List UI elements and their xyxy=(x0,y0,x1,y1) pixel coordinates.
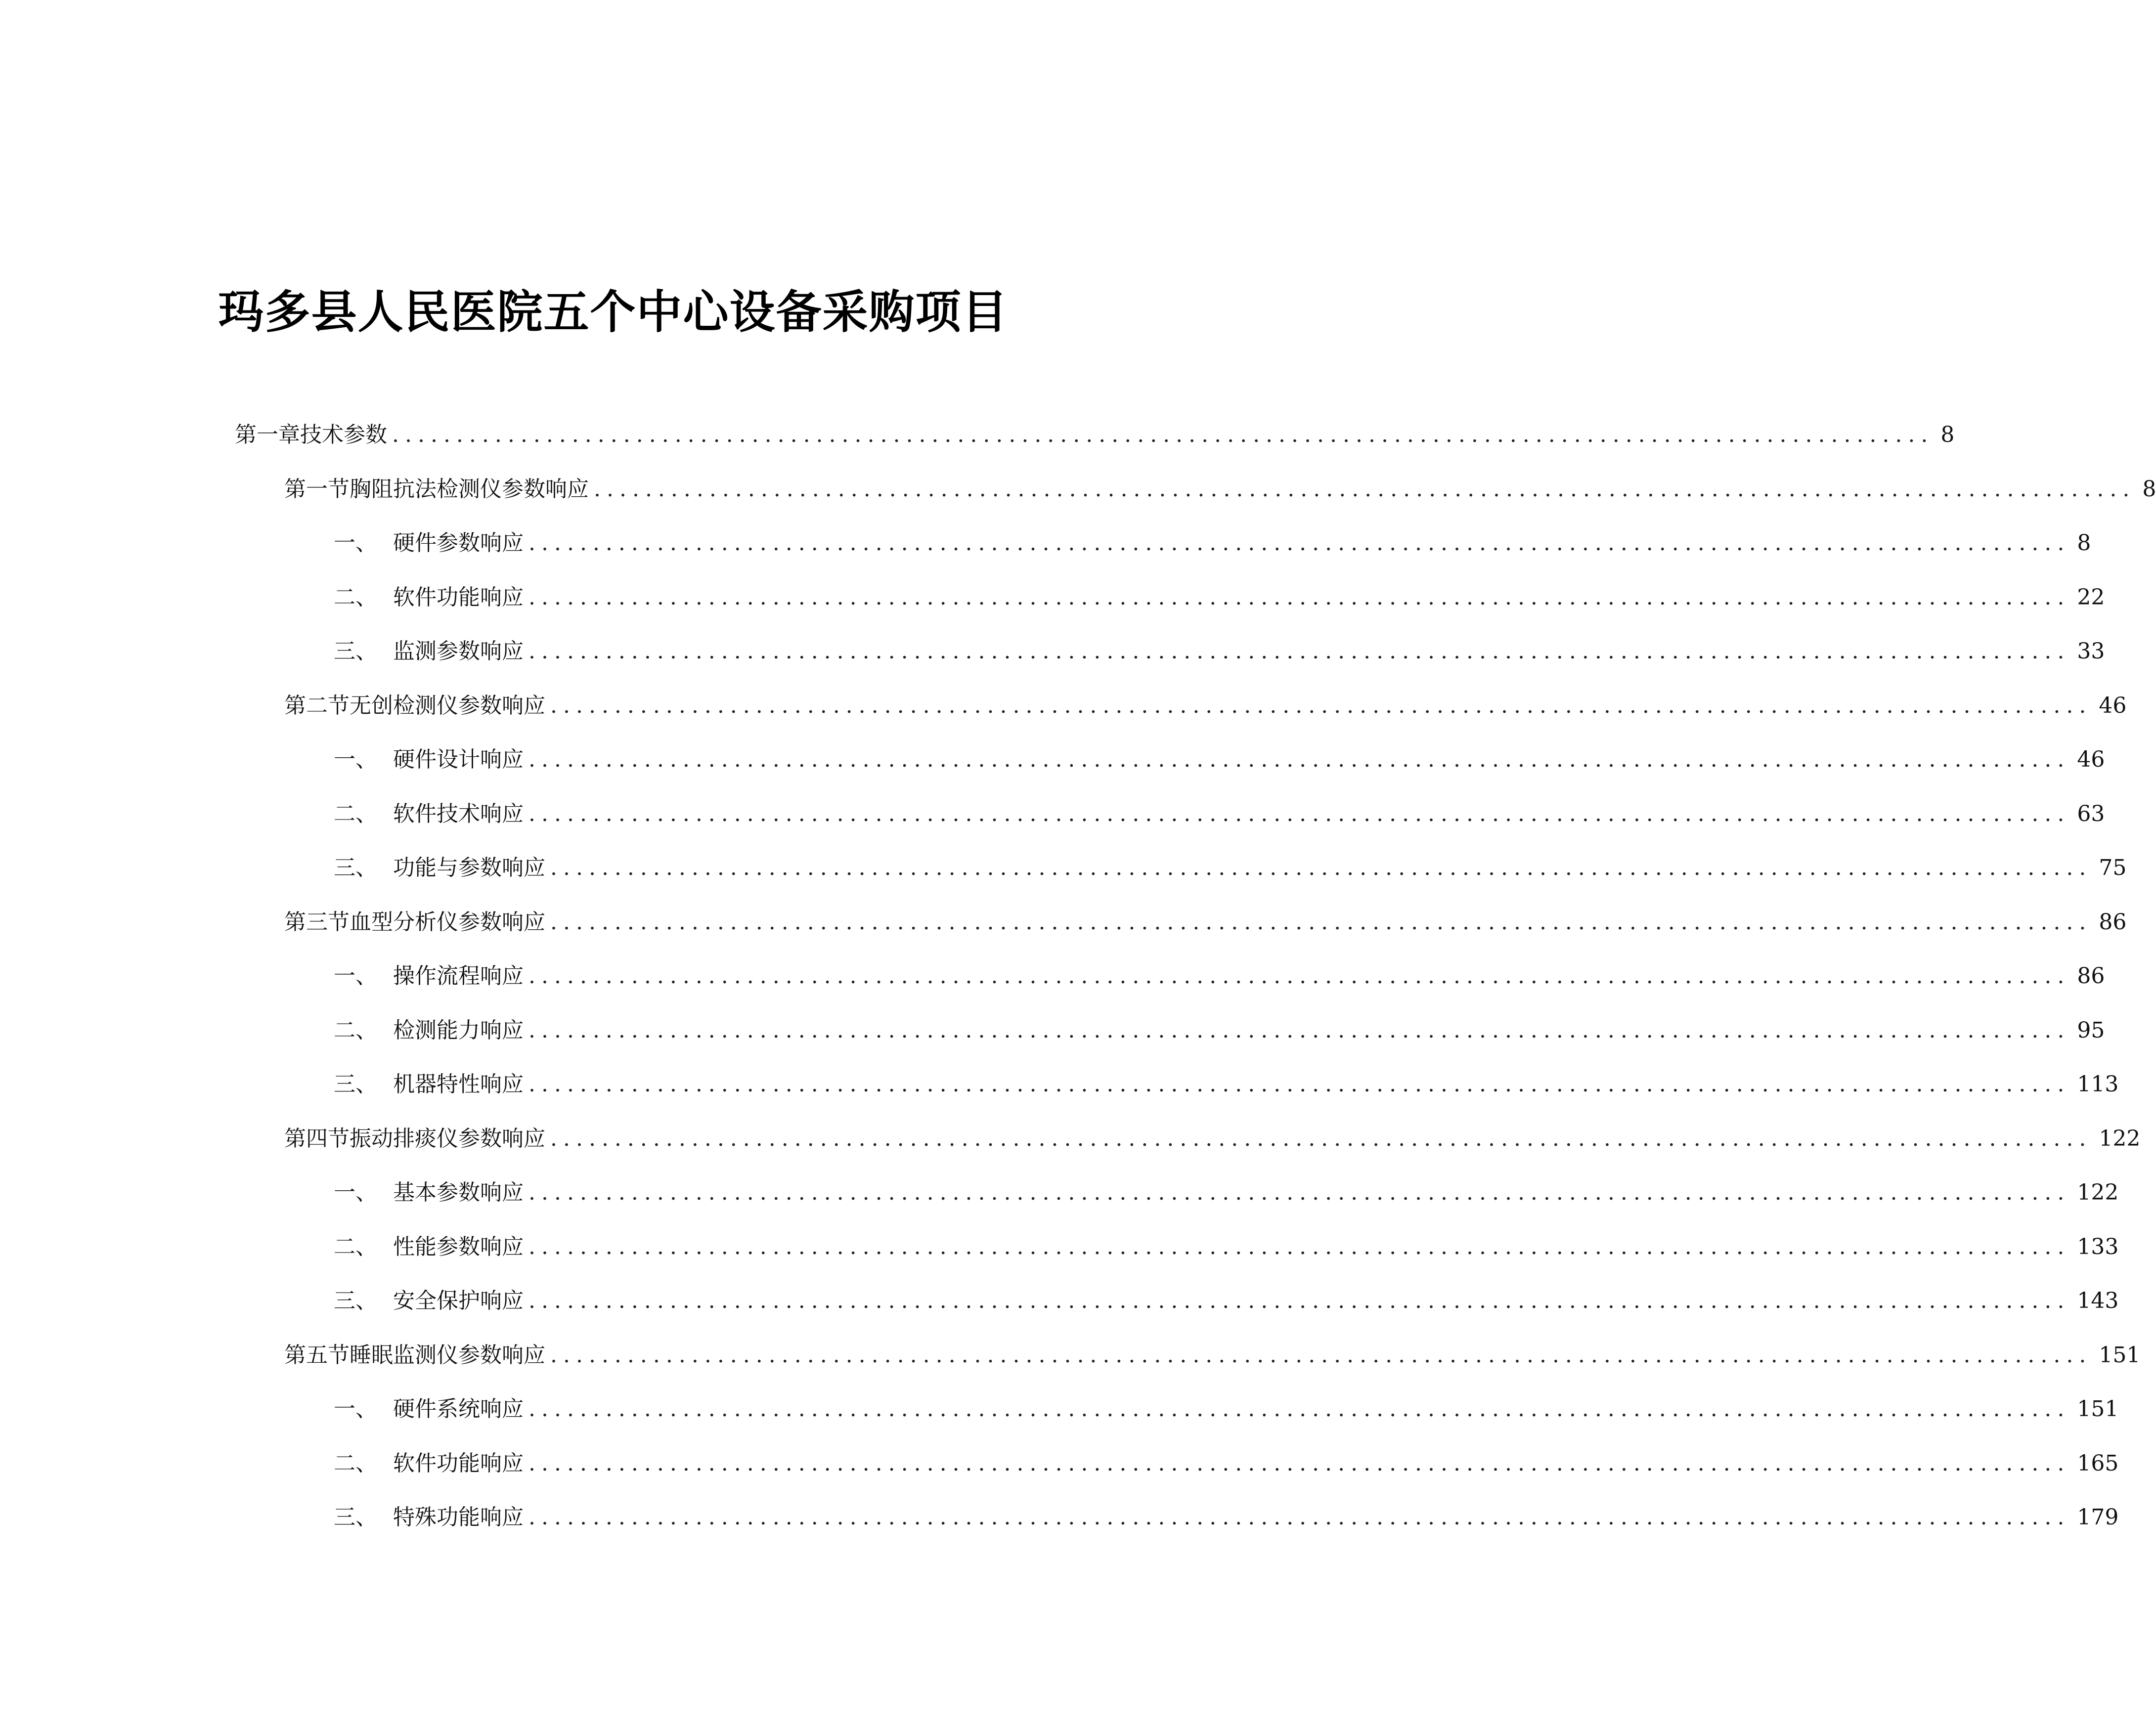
toc-entry-page-number: 22 xyxy=(2077,584,2105,610)
toc-entry-number: 一、 xyxy=(334,747,377,772)
toc-entry-number: 二、 xyxy=(334,1450,377,1476)
toc-entry[interactable] xyxy=(284,1122,2141,1156)
toc-leader-dots: ........................................................................................................................ xyxy=(528,801,2070,826)
toc-entry[interactable] xyxy=(334,1067,2119,1102)
toc-entry-page-number: 86 xyxy=(2077,963,2105,989)
toc-entry-number: 一、 xyxy=(334,530,377,556)
toc-entry-number: 第四节 xyxy=(284,1126,350,1151)
toc-entry-number: 三、 xyxy=(334,1505,377,1530)
toc-entry[interactable] xyxy=(334,634,2105,669)
toc-entry[interactable] xyxy=(334,797,2105,831)
toc-leader-dots: ........................................................................................................................ xyxy=(528,1072,2070,1097)
toc-leader-dots: ........................................................................................................................ xyxy=(528,1180,2070,1205)
toc-entry[interactable] xyxy=(334,742,2105,777)
toc-entry[interactable] xyxy=(334,1013,2105,1048)
toc-leader-dots: ........................................................................................................................ xyxy=(550,855,2092,880)
toc-entry-number: 三、 xyxy=(334,639,377,664)
toc-entry[interactable] xyxy=(334,580,2105,615)
toc-entry[interactable] xyxy=(284,905,2127,940)
toc-entry-title: 安全保护响应 xyxy=(393,1288,524,1313)
toc-entry[interactable] xyxy=(334,851,2127,885)
toc-entry-title: 血型分析仪参数响应 xyxy=(350,909,545,935)
toc-entry-page-number: 122 xyxy=(2077,1180,2119,1205)
toc-entry-title: 硬件参数响应 xyxy=(393,530,524,556)
toc-entry-number: 二、 xyxy=(334,1234,377,1259)
toc-entry[interactable] xyxy=(334,1175,2119,1210)
toc-entry-title: 振动排痰仪参数响应 xyxy=(350,1126,545,1151)
toc-entry-number: 二、 xyxy=(334,801,377,826)
toc-entry[interactable] xyxy=(334,959,2105,994)
toc-entry-page-number: 165 xyxy=(2077,1450,2119,1476)
toc-entry[interactable] xyxy=(334,1446,2119,1481)
toc-leader-dots: ........................................................................................................................ xyxy=(528,1396,2070,1422)
toc-entry[interactable] xyxy=(284,472,2156,507)
toc-entry-page-number: 8 xyxy=(1940,422,1955,447)
toc-entry-page-number: 63 xyxy=(2077,801,2105,826)
toc-leader-dots: ........................................................................................................................ xyxy=(528,1450,2070,1476)
toc-entry-number: 一、 xyxy=(334,1396,377,1422)
toc-entry-title: 监测参数响应 xyxy=(393,639,524,664)
toc-entry-page-number: 151 xyxy=(2077,1396,2119,1422)
toc-entry-title: 机器特性响应 xyxy=(393,1072,524,1097)
toc-entry-page-number: 113 xyxy=(2077,1072,2119,1097)
document-title: 玛多县人民医院五个中心设备采购项目 xyxy=(218,285,1009,339)
toc-entry-number: 二、 xyxy=(334,1017,377,1043)
toc-entry-number: 一、 xyxy=(334,963,377,989)
toc-entry-number: 一、 xyxy=(334,1180,377,1205)
toc-entry-page-number: 8 xyxy=(2077,530,2091,556)
toc-entry-number: 三、 xyxy=(334,1072,377,1097)
toc-entry-title: 无创检测仪参数响应 xyxy=(350,693,545,718)
toc-entry-number: 第五节 xyxy=(284,1342,350,1368)
toc-leader-dots: ........................................................................................................................ xyxy=(528,1234,2070,1259)
toc-entry-number: 第三节 xyxy=(284,909,350,935)
toc-entry-title: 硬件设计响应 xyxy=(393,747,524,772)
toc-entry-page-number: 143 xyxy=(2077,1288,2119,1313)
toc-entry-number: 三、 xyxy=(334,855,377,880)
toc-entry[interactable] xyxy=(334,1392,2119,1427)
toc-entry-title: 软件功能响应 xyxy=(393,1450,524,1476)
toc-entry-title: 基本参数响应 xyxy=(393,1180,524,1205)
toc-entry-page-number: 133 xyxy=(2077,1234,2119,1259)
toc-entry[interactable] xyxy=(235,418,1955,452)
toc-entry-page-number: 122 xyxy=(2099,1126,2141,1151)
toc-entry-title: 软件技术响应 xyxy=(393,801,524,826)
toc-entry-page-number: 151 xyxy=(2099,1342,2141,1368)
toc-entry-page-number: 75 xyxy=(2099,855,2127,880)
toc-entry-title: 胸阻抗法检测仪参数响应 xyxy=(350,476,589,502)
toc-leader-dots: ........................................................................................................................ xyxy=(550,909,2092,935)
toc-entry-title: 操作流程响应 xyxy=(393,963,524,989)
toc-leader-dots: ........................................................................................................................ xyxy=(392,422,1934,447)
toc-entry-page-number: 46 xyxy=(2077,747,2105,772)
toc-entry-title: 硬件系统响应 xyxy=(393,1396,524,1422)
toc-leader-dots: ........................................................................................................................ xyxy=(528,1505,2070,1530)
toc-entry[interactable] xyxy=(334,1500,2119,1535)
toc-leader-dots: ........................................................................................................................ xyxy=(550,693,2092,718)
toc-leader-dots: ........................................................................................................................ xyxy=(528,639,2070,664)
toc-entry-page-number: 95 xyxy=(2077,1017,2105,1043)
toc-leader-dots: ........................................................................................................................ xyxy=(528,1288,2070,1313)
toc-entry-title: 特殊功能响应 xyxy=(393,1505,524,1530)
toc-leader-dots: ........................................................................................................................ xyxy=(528,584,2070,610)
toc-leader-dots: ........................................................................................................................ xyxy=(528,1017,2070,1043)
toc-entry-number: 第二节 xyxy=(284,693,350,718)
toc-entry-title: 技术参数 xyxy=(300,422,387,447)
toc-entry-page-number: 8 xyxy=(2142,476,2156,502)
toc-leader-dots: ........................................................................................................................ xyxy=(550,1126,2092,1151)
toc-entry-title: 性能参数响应 xyxy=(393,1234,524,1259)
toc-leader-dots: ........................................................................................................................ xyxy=(594,476,2136,502)
toc-entry-number: 第一章 xyxy=(235,422,300,447)
toc-entry-number: 三、 xyxy=(334,1288,377,1313)
toc-entry-title: 检测能力响应 xyxy=(393,1017,524,1043)
toc-entry-page-number: 46 xyxy=(2099,693,2127,718)
toc-entry-page-number: 179 xyxy=(2077,1505,2119,1530)
toc-entry-number: 第一节 xyxy=(284,476,350,502)
toc-entry[interactable] xyxy=(334,1230,2119,1264)
toc-entry[interactable] xyxy=(334,526,2091,561)
toc-entry[interactable] xyxy=(334,1284,2119,1318)
toc-leader-dots: ........................................................................................................................ xyxy=(550,1342,2092,1368)
toc-leader-dots: ........................................................................................................................ xyxy=(528,963,2070,989)
toc-entry[interactable] xyxy=(284,1338,2141,1373)
toc-entry-title: 功能与参数响应 xyxy=(393,855,545,880)
toc-entry-title: 睡眠监测仪参数响应 xyxy=(350,1342,545,1368)
toc-entry-title: 软件功能响应 xyxy=(393,584,524,610)
toc-leader-dots: ........................................................................................................................ xyxy=(528,530,2070,556)
toc-entry-page-number: 86 xyxy=(2099,909,2127,935)
toc-entry-page-number: 33 xyxy=(2077,639,2105,664)
toc-entry-number: 二、 xyxy=(334,584,377,610)
toc-entry[interactable] xyxy=(284,689,2127,723)
toc-leader-dots: ........................................................................................................................ xyxy=(528,747,2070,772)
